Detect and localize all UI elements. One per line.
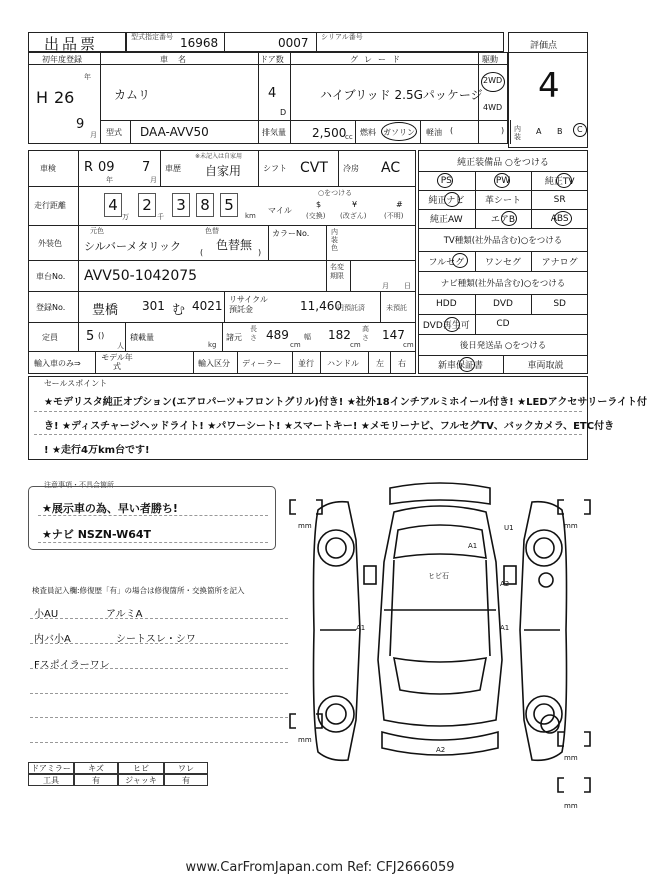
reg-label: 登録No. <box>36 303 66 312</box>
grade-eval-value: 4 <box>538 66 560 106</box>
import-div-label: 輸入区分 <box>198 359 230 368</box>
tv-type-item: アナログ <box>541 257 578 268</box>
legend-value-cell: ジャッキ <box>118 774 164 786</box>
damage-mark-a1-left: A1 <box>356 624 366 632</box>
repaint-label: 色替 <box>205 227 219 235</box>
model-type-value: DAA-AVV50 <box>140 125 209 139</box>
model-no-label: 型式指定番号 <box>131 33 173 41</box>
load-label: 積載量 <box>130 333 154 342</box>
inspection-year: 09 <box>98 160 115 175</box>
use-note: ※未記入は自家用 <box>195 153 243 160</box>
grade-value: ハイブリッド 2.5Gパッケージ <box>320 88 483 102</box>
damage-mark-a2-front: A2 <box>500 580 510 588</box>
recycle-suffix: 円預託済 <box>337 304 365 312</box>
recycle-label: リサイクル預託金 <box>229 295 268 314</box>
height-value: 147 <box>382 328 405 342</box>
inspection-month-unit: 月 <box>150 176 157 184</box>
fuel-other-close: ) <box>501 126 505 135</box>
equipment-item: 純正ナビ <box>428 196 465 206</box>
drive-label: 駆動 <box>482 55 498 64</box>
first-reg-era: H <box>36 88 49 107</box>
grade-label: グレード <box>350 55 406 64</box>
equipment-item: 純正TV <box>544 177 575 187</box>
equipment-item: エアB <box>490 215 516 225</box>
equipment-item: PW <box>495 175 511 186</box>
odo-unknown-sym: # <box>396 200 403 209</box>
notes-line-2: ★ナビ NSZN-W64T <box>42 528 152 541</box>
parallel-label: 並行 <box>298 359 314 368</box>
mileage-unit: km <box>245 212 256 220</box>
odo-swapped: (交換) <box>306 212 326 220</box>
damage-mark-a1-hood: A1 <box>468 542 478 550</box>
first-reg-year: 26 <box>54 88 75 107</box>
dealer-label: ディーラー <box>242 359 282 368</box>
odo-mile: マイル <box>268 206 292 215</box>
inspector-note-1a: 小AU <box>34 609 59 620</box>
first-reg-month: 9 <box>76 117 85 132</box>
interior-b: B <box>557 127 563 136</box>
name-change-day: 日 <box>404 282 411 290</box>
interior-color-label: 内装色 <box>331 228 338 252</box>
interior-label: 内装 <box>514 125 521 141</box>
navi-type-header: ナビ種類(社外品含む)○をつける <box>440 279 566 289</box>
dims-label: 諸元 <box>226 333 242 342</box>
displacement-unit: cc <box>345 133 353 141</box>
reg-class: 301 <box>142 299 165 313</box>
notes-label: 注意事項・不具合箇所 <box>44 481 114 489</box>
mileage-digit: 8 <box>196 193 214 217</box>
capacity-label: 定員 <box>42 333 58 342</box>
height-label: 高さ <box>362 325 369 342</box>
warranty-circle <box>459 357 475 372</box>
legend-value-cell: 有 <box>164 774 208 786</box>
color-label: 外装色 <box>38 239 62 248</box>
navi-type-item: DVD再生可 <box>422 320 470 331</box>
airbag-circle <box>501 211 517 226</box>
equipment-item: PS <box>440 175 452 186</box>
orig-color-label: 元色 <box>90 227 104 235</box>
recycle-amount: 11,460 <box>300 299 342 313</box>
doors-label: ドア数 <box>260 55 284 64</box>
colorno-label: カラーNo. <box>272 229 310 238</box>
damage-mark-a2-rear: A2 <box>436 746 446 754</box>
orig-color: シルバーメタリック <box>84 240 181 253</box>
docs-item: 車両取説 <box>527 361 564 371</box>
mileage-sen: 千 <box>157 213 164 221</box>
door-type: D <box>280 108 287 117</box>
fuel-label: 燃料 <box>360 128 376 137</box>
ac-value: AC <box>381 160 401 176</box>
inspector-note-2b: シートスレ・シワ <box>116 634 196 645</box>
drive-4wd: 4WD <box>483 103 503 112</box>
mm-label-2: mm <box>564 522 578 530</box>
inspector-note-1b: アルミA <box>106 609 143 620</box>
left-label: 左 <box>376 359 384 368</box>
car-name-label: 車名 <box>160 55 196 64</box>
fuel-other-open: ( <box>450 126 454 135</box>
mileage-digit: 4 <box>104 193 122 217</box>
inspector-label: 検査員記入欄:修復歴「有」の場合は修復箇所・交換箇所を記入 <box>32 586 245 595</box>
displacement-value: 2,500 <box>312 126 347 140</box>
ac-label: 冷房 <box>343 164 359 173</box>
equipment-item: ABS <box>550 213 569 224</box>
mileage-digit: 5 <box>220 193 238 217</box>
model-year-label: モデル年式 <box>101 353 133 371</box>
genuine-equipment-header: 純正装備品 ○をつける <box>457 157 549 168</box>
width-label: 幅 <box>304 333 311 341</box>
capacity-value: 5 <box>86 329 95 344</box>
mileage-man: 万 <box>122 213 129 221</box>
equipment-item: 革シート <box>484 196 521 206</box>
reg-kana: む <box>172 303 186 318</box>
use-value: 自家用 <box>205 164 242 178</box>
repaint-paren-close: ) <box>258 248 262 257</box>
shift-label: シフト <box>263 164 287 173</box>
inspector-note-3: Fスポイラーワレ <box>34 660 110 671</box>
use-label: 車歴 <box>165 164 181 173</box>
footer-text: www.CarFromJapan.com Ref: CFJ2666059 <box>185 860 455 875</box>
tv-type-item: ワンセグ <box>484 257 521 268</box>
chassis-label: 車台No. <box>36 272 66 281</box>
navi-type-item: HDD <box>436 299 457 309</box>
reg-city: 豊橋 <box>92 303 119 318</box>
damage-mark-a1-right: A1 <box>500 624 510 632</box>
legend-value-cell: 工具 <box>28 774 74 786</box>
inspection-month: 7 <box>142 160 151 175</box>
mileage-label: 走行距離 <box>34 201 66 210</box>
odo-tampered-sym: ¥ <box>352 200 358 209</box>
first-reg-month-unit: 月 <box>90 131 97 139</box>
legend-value-cell: 有 <box>74 774 118 786</box>
sales-label: セールスポイント <box>44 379 108 388</box>
odo-tampered: (改ざん) <box>340 212 367 220</box>
fuel-diesel: 軽油 <box>426 128 442 137</box>
doors-value: 4 <box>268 86 277 101</box>
fuel-gasoline: ガソリン <box>383 128 415 137</box>
capacity-unit: 人 <box>117 342 124 350</box>
docs-item: 新車保証書 <box>437 361 483 371</box>
import-label: 輸入車のみ⇒ <box>34 359 81 368</box>
shift-value: CVT <box>300 160 328 176</box>
pw-circle <box>494 173 510 188</box>
inspector-note-2a: 内バ小A <box>34 634 71 645</box>
inspection-era: R <box>84 160 94 175</box>
right-label: 右 <box>398 359 406 368</box>
name-change-label: 名変期限 <box>330 263 344 280</box>
mm-label-3: mm <box>298 736 312 744</box>
navi-type-item: SD <box>553 299 566 309</box>
inspection-label: 車検 <box>40 164 56 173</box>
car-name-value: カムリ <box>114 88 151 102</box>
navi-type-item: DVD <box>493 299 513 309</box>
height-unit: cm <box>403 341 414 349</box>
mm-label-4: mm <box>564 754 578 762</box>
model-type-label: 型式 <box>106 128 122 137</box>
abs-circle <box>554 211 572 226</box>
chassis-value: AVV50-1042075 <box>84 268 198 284</box>
mm-label-1: mm <box>298 522 312 530</box>
mm-label-5: mm <box>564 802 578 810</box>
legend-header-cell: キズ <box>74 762 118 774</box>
legend-header-cell: ワレ <box>164 762 208 774</box>
interior-c: C <box>577 125 583 134</box>
handle-label: ハンドル <box>327 359 359 368</box>
equipment-item: SR <box>553 194 566 205</box>
load-unit: kg <box>208 341 217 349</box>
length-label: 長さ <box>250 325 257 342</box>
docs-header: 後日発送品 ○をつける <box>459 341 547 351</box>
inspection-year-unit: 年 <box>106 176 113 184</box>
odometer-note: ○をつける <box>318 189 353 197</box>
first-reg-year-unit: 年 <box>84 73 91 81</box>
width-value: 182 <box>328 328 351 342</box>
sheet-title: 出品票 <box>44 35 99 53</box>
repaint-value: 色替無 <box>216 238 253 252</box>
model-no-value: 16968 <box>180 36 219 50</box>
capacity-paren: () <box>98 331 105 340</box>
mileage-digit: 2 <box>138 193 156 217</box>
odo-unknown: (不明) <box>384 212 404 220</box>
car-damage-diagram <box>290 470 590 810</box>
tv-circle <box>556 173 572 188</box>
sales-line-2: き! ★ディスチャージヘッドライト! ★パワーシート! ★スマートキー! ★メモリーナビ、フルセグTV、バックカメラ、ETC付き <box>44 421 615 432</box>
navi-type-item: CD <box>496 319 510 329</box>
mileage-digit: 3 <box>172 193 190 217</box>
legend-header-cell: ヒビ <box>118 762 164 774</box>
odo-swapped-sym: $ <box>316 200 322 209</box>
sales-line-3: ! ★走行4万km台です! <box>44 445 150 456</box>
damage-mark-u1: U1 <box>504 524 514 532</box>
sales-line-1: ★モデリスタ純正オプション(エアロパーツ+フロントグリル)付き! ★社外18インチアルミホイール付き! ★LEDアクセサリーライト付 <box>44 397 647 408</box>
repaint-paren-open: ( <box>200 248 204 257</box>
damage-mark-chip: ヒビ石 <box>428 572 449 580</box>
grade-eval-label: 評価点 <box>530 41 558 51</box>
width-unit: cm <box>350 341 361 349</box>
length-unit: cm <box>290 341 301 349</box>
displacement-label: 排気量 <box>262 128 286 137</box>
name-change-month: 月 <box>382 282 389 290</box>
recycle-unpaid: 未預託 <box>386 304 407 312</box>
first-reg-label: 初年度登録 <box>42 55 82 64</box>
length-value: 489 <box>266 328 289 342</box>
tv-type-item: フルセグ <box>428 257 465 268</box>
tv-type-header: TV種類(社外品含む)○をつける <box>443 236 563 246</box>
interior-a: A <box>536 127 542 136</box>
notes-line-1: ★展示車の為、早い者勝ち! <box>42 502 178 515</box>
legend-header-cell: ドアミラー <box>28 762 74 774</box>
drive-2wd: 2WD <box>483 76 503 85</box>
class-no-value: 0007 <box>278 36 309 50</box>
serial-label: シリアル番号 <box>321 33 363 41</box>
reg-number: 4021 <box>192 299 223 313</box>
equipment-item: 純正AW <box>430 215 463 225</box>
